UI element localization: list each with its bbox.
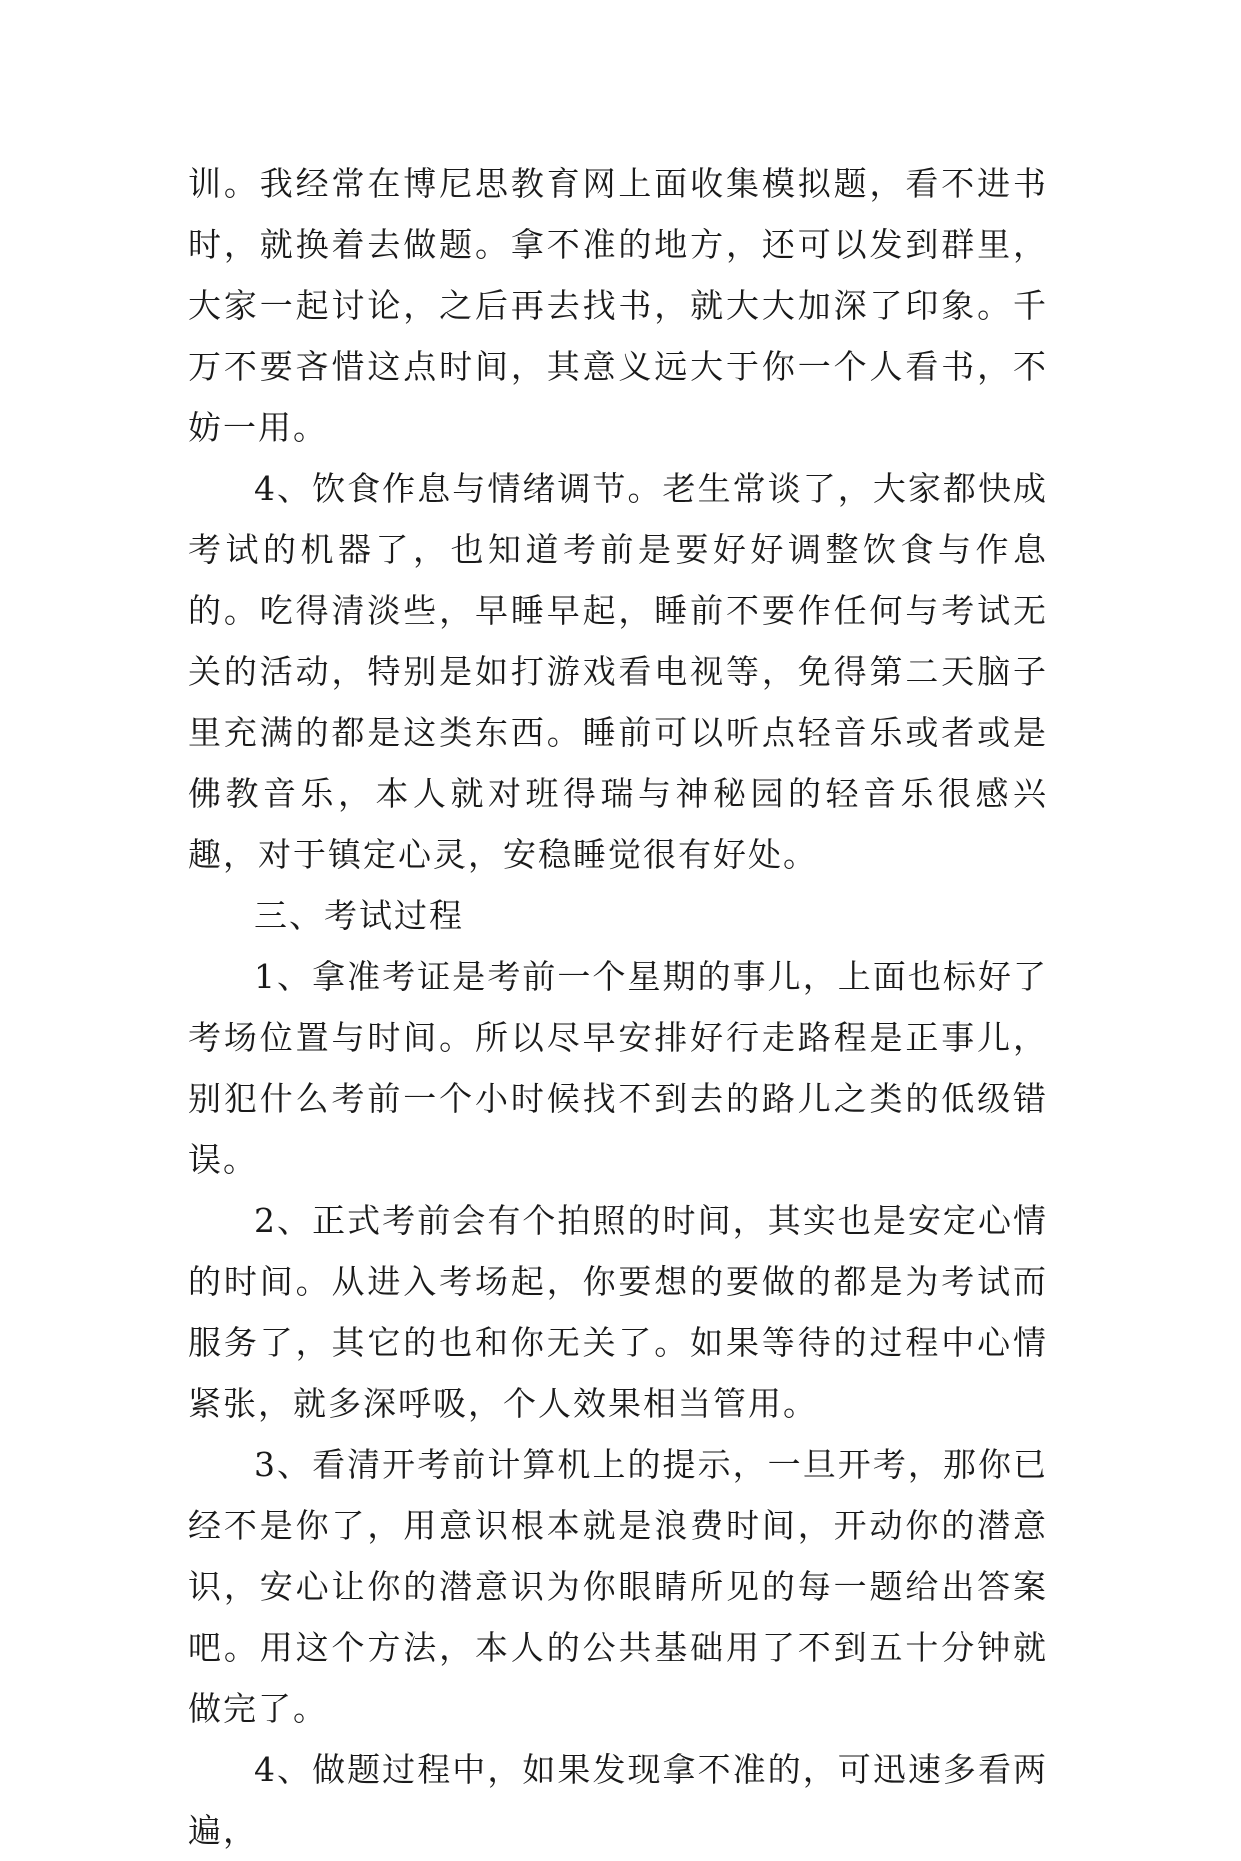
paragraph-admission-ticket: 1、拿准考证是考前一个星期的事儿，上面也标好了考场位置与时间。所以尽早安排好行走路程是正事儿，别犯什么考前一个小时候找不到去的路儿之类的低级错误。: [188, 957, 1048, 1179]
document-body: [188, 153, 1048, 1861]
paragraph-continuation: 训。我经常在博尼思教育网上面收集模拟题，看不进书时，就换着去做题。拿不准的地方，还可以发到群里，大家一起讨论，之后再去找书，就大大加深了印象。千万不要吝惜这点时间，其意义远大于你一个人看书，不妨一用。: [188, 164, 1048, 447]
section-heading-exam-process: 三、考试过程: [254, 896, 464, 935]
paragraph-diet-and-emotion: 4、饮食作息与情绪调节。老生常谈了，大家都快成考试的机器了，也知道考前是要好好调整饮食与作息的。吃得清淡些，早睡早起，睡前不要作任何与考试无关的活动，特别是如打游戏看电视等，免得第二天脑子里充满的都是这类东西。睡前可以听点轻音乐或者或是佛教音乐，本人就对班得瑞与神秘园的轻音乐很感兴趣，对于镇定心灵，安稳睡觉很有好处。: [188, 469, 1048, 874]
paragraph-computer-prompt: 3、看清开考前计算机上的提示，一旦开考，那你已经不是你了，用意识根本就是浪费时间，开动你的潜意识，安心让你的潜意识为你眼睛所见的每一题给出答案吧。用这个方法，本人的公共基础用了不到五十分钟就做完了。: [188, 1445, 1048, 1728]
paragraph-photo-time: 2、正式考前会有个拍照的时间，其实也是安定心情的时间。从进入考场起，你要想的要做的都是为考试而服务了，其它的也和你无关了。如果等待的过程中心情紧张，就多深呼吸，个人效果相当管用。: [188, 1201, 1048, 1423]
paragraph-answering-process: 4、做题过程中，如果发现拿不准的，可迅速多看两遍，: [188, 1750, 1048, 1850]
